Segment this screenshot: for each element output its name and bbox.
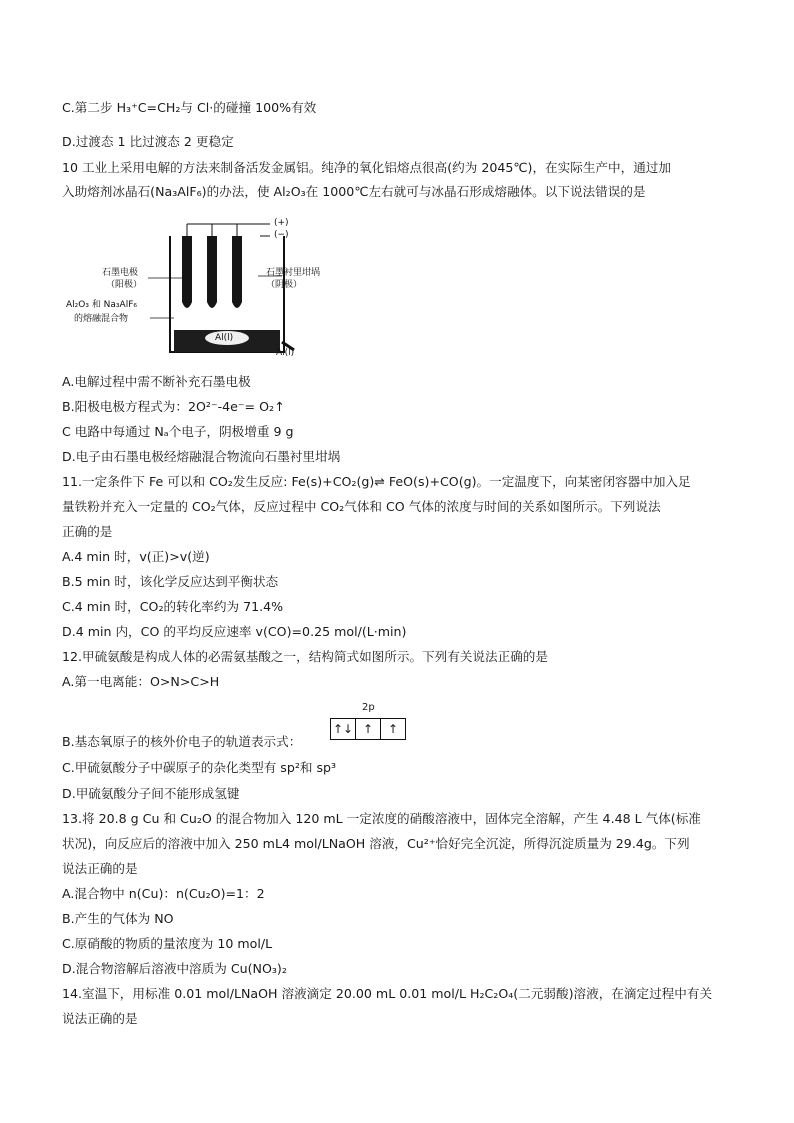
q10-stem-line-2: 入助熔剂冰晶石(Na₃AlF₆)的办法，使 Al₂O₃在 1000℃左右就可与冰晶石形成熔融体。以下说法错误的是 bbox=[62, 184, 646, 199]
negative-terminal-label: (−) bbox=[274, 230, 289, 240]
q11-stem-line-1: 11.一定条件下 Fe 可以和 CO₂发生反应: Fe(s)+CO₂(g)⇌ FeO(s)+CO(g)。一定温度下，向某密闭容器中加入足 bbox=[62, 474, 691, 489]
orbital-boxes bbox=[330, 718, 406, 740]
q10-stem-line-1: 10 工业上采用电解的方法来制备活发金属铝。纯净的氧化铝熔点很高(约为 2045℃)，在实际生产中，通过加 bbox=[62, 160, 671, 175]
orbital-2p-label: 2p bbox=[362, 702, 375, 713]
q13-option-b: B.产生的气体为 NO bbox=[62, 911, 174, 926]
molten-aluminum-label: Al(l) bbox=[215, 333, 234, 343]
q12-stem: 12.甲硫氨酸是构成人体的必需氨基酸之一，结构简式如图所示。下列有关说法正确的是 bbox=[62, 649, 548, 664]
q9-option-c: C.第二步 H₃⁺C=CH₂与 Cl·的碰撞 100%有效 bbox=[62, 100, 317, 115]
q12-option-d: D.甲硫氨酸分子间不能形成氢键 bbox=[62, 786, 240, 801]
orbital-diagram bbox=[330, 702, 410, 742]
orbital-box: ↑ bbox=[387, 722, 399, 736]
q11-option-d: D.4 min 内，CO 的平均反应速率 v(CO)=0.25 mol/(L·min) bbox=[62, 624, 407, 639]
q13-stem-line-1: 13.将 20.8 g Cu 和 Cu₂O 的混合物加入 120 mL 一定浓度的硝酸溶液中，固体完全溶解，产生 4.48 L 气体(标准 bbox=[62, 811, 701, 826]
anode-sublabel: （阳极） bbox=[106, 280, 143, 290]
cathode-label: 石墨衬里坩埚 bbox=[266, 268, 321, 278]
q10-option-c: C 电路中每通过 Nₐ个电子，阴极增重 9 g bbox=[62, 424, 294, 439]
q13-stem-line-3: 说法正确的是 bbox=[62, 861, 138, 876]
aluminum-outlet-label: Al(l) bbox=[276, 348, 295, 358]
q10-option-a: A.电解过程中需不断补充石墨电极 bbox=[62, 374, 251, 389]
q10-option-d: D.电子由石墨电极经熔融混合物流向石墨衬里坩埚 bbox=[62, 449, 341, 464]
q11-option-b: B.5 min 时，该化学反应达到平衡状态 bbox=[62, 574, 279, 589]
q14-stem-line-2: 说法正确的是 bbox=[62, 1011, 138, 1026]
q13-stem-line-2: 状况)，向反应后的溶液中加入 250 mL4 mol/LNaOH 溶液，Cu²⁺恰好完全沉淀，所得沉淀质量为 29.4g。下列 bbox=[62, 836, 690, 851]
q13-option-a: A.混合物中 n(Cu)：n(Cu₂O)=1：2 bbox=[62, 886, 265, 901]
cathode-sublabel: （阴极） bbox=[266, 280, 303, 290]
q9-option-d: D.过渡态 1 比过渡态 2 更稳定 bbox=[62, 134, 234, 149]
positive-terminal-label: (+) bbox=[274, 218, 289, 228]
q12-option-a: A.第一电离能：O>N>C>H bbox=[62, 674, 220, 689]
q12-option-b: B.基态氧原子的核外价电子的轨道表示式： bbox=[62, 734, 302, 749]
orbital-box: ↑ bbox=[356, 719, 381, 739]
q13-option-d: D.混合物溶解后溶液中溶质为 Cu(NO₃)₂ bbox=[62, 961, 287, 976]
q14-stem-line-1: 14.室温下，用标准 0.01 mol/LNaOH 溶液滴定 20.00 mL 0.01 mol/L H₂C₂O₄(二元弱酸)溶液，在滴定过程中有关 bbox=[62, 986, 713, 1001]
anode-label: 石墨电极 bbox=[102, 268, 139, 278]
q11-stem-line-2: 量铁粉并充入一定量的 CO₂气体，反应过程中 CO₂气体和 CO 气体的浓度与时间的关系如图所示。下列说法 bbox=[62, 499, 661, 514]
q13-option-c: C.原硝酸的物质的量浓度为 10 mol/L bbox=[62, 936, 273, 951]
electrolysis-cell-figure bbox=[62, 214, 321, 362]
molten-mixture-sublabel: 的熔融混合物 bbox=[74, 314, 129, 324]
orbital-box: ↑↓ bbox=[331, 719, 356, 739]
q10-option-b: B.阳极电极方程式为：2O²⁻-4e⁻= O₂↑ bbox=[62, 399, 285, 414]
q11-stem-line-3: 正确的是 bbox=[62, 524, 113, 539]
q11-option-c: C.4 min 时，CO₂的转化率约为 71.4% bbox=[62, 599, 284, 614]
molten-mixture-label: Al₂O₃ 和 Na₃AlF₆ bbox=[66, 300, 137, 310]
q11-option-a: A.4 min 时，v(正)>v(逆) bbox=[62, 549, 210, 564]
q12-option-c: C.甲硫氨酸分子中碳原子的杂化类型有 sp²和 sp³ bbox=[62, 760, 337, 775]
